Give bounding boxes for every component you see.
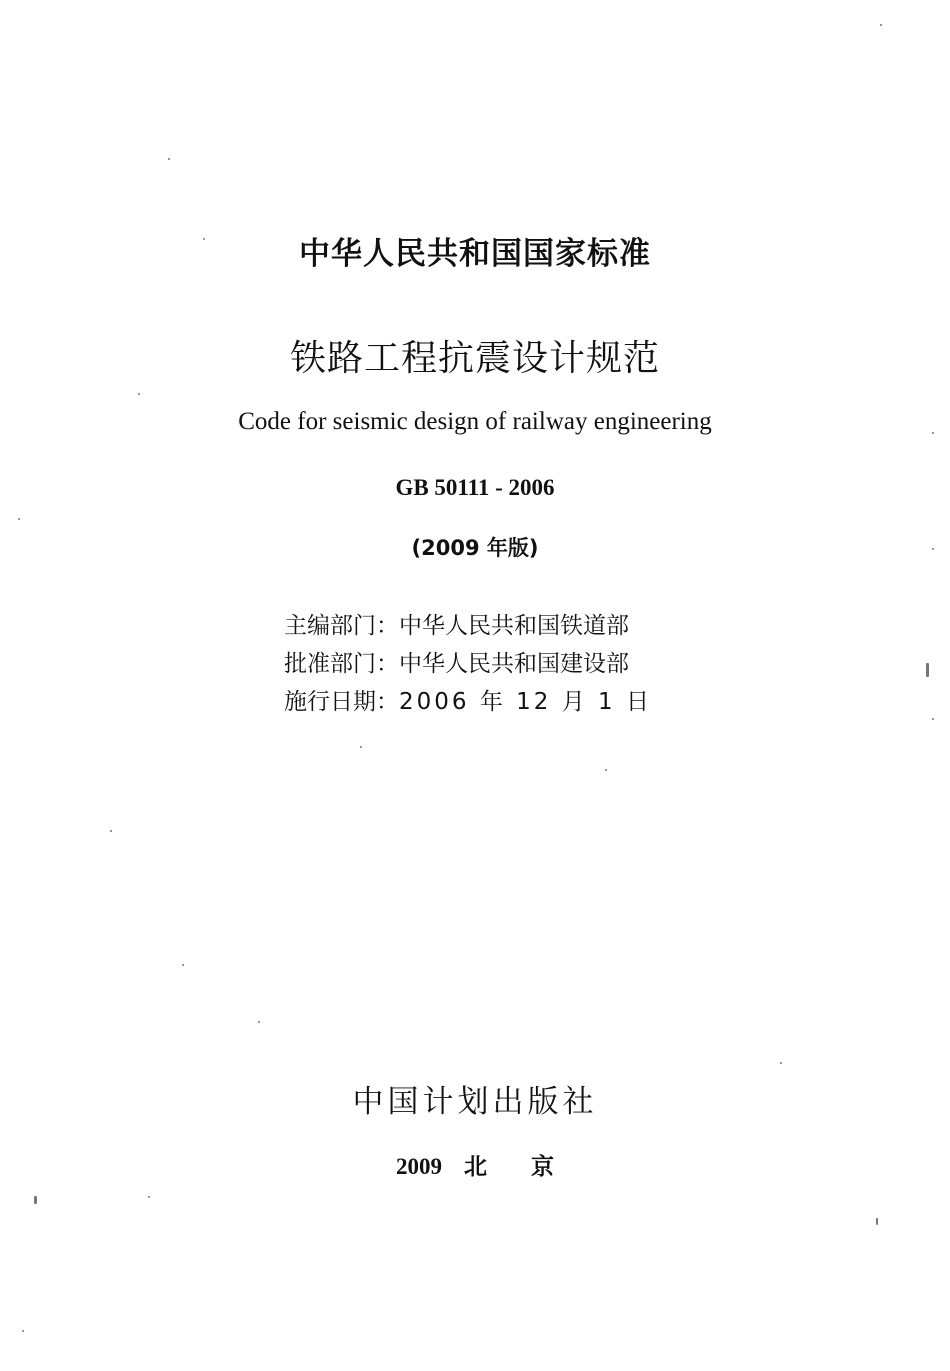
publication-city-char: 京	[531, 1154, 554, 1179]
approval-department-row	[284, 645, 652, 683]
effective-date-row	[284, 683, 652, 721]
document-title-english: Code for seismic design of railway engineering	[238, 408, 712, 435]
publication-year: 2009	[396, 1154, 442, 1179]
document-title-chinese: 铁路工程抗震设计规范	[289, 338, 660, 379]
edition-label: (2009 年版)	[411, 536, 539, 560]
scan-speck	[138, 393, 140, 395]
scan-speck	[168, 158, 170, 160]
scan-speck	[932, 718, 934, 720]
national-standard-heading: 中华人民共和国国家标准	[299, 236, 651, 272]
scan-speck	[880, 24, 882, 26]
scan-speck	[22, 1330, 24, 1332]
scan-speck	[148, 1196, 150, 1198]
publication-city-char: 北	[464, 1154, 487, 1179]
info-value: 中华人民共和国建设部	[399, 651, 629, 677]
info-value: 中华人民共和国铁道部	[399, 613, 629, 639]
scan-speck	[110, 830, 112, 832]
scan-speck	[926, 663, 929, 677]
scan-speck	[780, 1062, 782, 1064]
publisher-name: 中国计划出版社	[352, 1084, 598, 1120]
info-label: 批准部门：	[284, 651, 399, 677]
scan-speck	[182, 964, 184, 966]
scan-speck	[34, 1196, 37, 1204]
scan-speck	[932, 432, 934, 434]
scan-speck	[605, 769, 607, 771]
publication-year-place	[0, 1148, 950, 1181]
scan-speck	[876, 1218, 878, 1225]
info-label: 施行日期：	[284, 689, 399, 715]
scan-speck	[18, 518, 20, 520]
document-info-block	[284, 607, 652, 721]
info-label: 主编部门：	[284, 613, 399, 639]
info-value: 2006 年 12 月 1 日	[399, 689, 652, 715]
chief-editor-row	[284, 607, 652, 645]
scan-speck	[258, 1021, 260, 1023]
scan-speck	[360, 746, 362, 748]
scan-speck	[932, 548, 934, 550]
scan-speck	[203, 238, 205, 240]
standard-code: GB 50111 - 2006	[395, 475, 555, 500]
